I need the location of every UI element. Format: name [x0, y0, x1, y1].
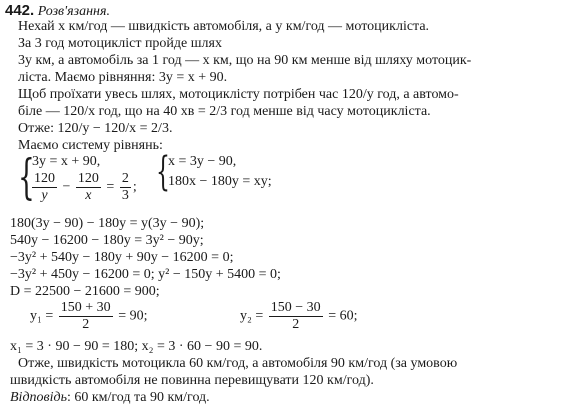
text-line-8: Маємо систему рівнянь: — [18, 138, 163, 153]
left-brace: { — [18, 149, 35, 205]
fraction-120-y: $\frac{120}{y}$ — [34, 171, 55, 203]
text-line-6: біле — 120/x год, що на 40 хв = 2/3 год менше від часу мотоцикліста. — [18, 104, 431, 119]
answer-text: : 60 км/год та 90 км/год. — [66, 390, 210, 405]
fraction-y2: $\frac{150 - 30}{2}$ — [270, 300, 321, 332]
fraction-2-3: $\frac{2}{3}$ — [121, 171, 129, 203]
system-left-eq1: 3y = x + 90, — [32, 154, 101, 169]
answer-line — [10, 389, 210, 406]
calc-line-3: −3y² + 540y − 180y + 90y − 16200 = 0; — [10, 250, 234, 265]
root-y1: y₁ = $\frac{150 + 30}{2}$ = 90; — [30, 300, 148, 332]
text-line-1: Нехай x км/год — швидкість автомобіля, а y км/год — мотоцикліста. — [18, 19, 430, 34]
text-line-3: 3y км, а автомобіль за 1 год — x км, що на 90 км менше від шляху мотоцик- — [18, 53, 472, 68]
fraction-y1: $\frac{150 + 30}{2}$ — [60, 300, 111, 332]
problem-number: 442. — [5, 2, 35, 19]
text-line-5: Щоб проїхати увесь шлях, мотоциклісту потрібен час 120/y год, а автомо- — [18, 87, 459, 102]
conclusion-line-1: Отже, швидкість мотоцикла 60 км/год, а автомобіля 90 км/год (за умовою — [18, 356, 458, 371]
calc-line-4: −3y² + 450y − 16200 = 0; y² − 150y + 5400 = 0; — [10, 267, 281, 282]
calc-line-5: D = 22500 − 21600 = 900; — [10, 284, 160, 299]
solution-label: Розв'язання. — [37, 4, 110, 19]
x-roots-line: x₁ = 3 · 90 − 90 = 180; x₂ = 3 · 60 − 90 = 90. — [10, 339, 263, 354]
answer-label: Відповідь — [10, 390, 67, 405]
fraction-120-x: $\frac{120}{x}$ — [77, 171, 99, 203]
equation-system — [18, 151, 378, 211]
text-line-4: ліста. Маємо рівняння: 3y = x + 90. — [18, 70, 228, 85]
system-right-eq2: 180x − 180y = xy; — [168, 174, 272, 189]
system-left-eq2: $\frac{120}{y}$ − $\frac{120}{x}$ = $\frac{2}{3}$ ; — [34, 171, 137, 203]
text-line-2: За 3 год мотоцикліст пройде шлях — [18, 36, 222, 51]
root-y2: y₂ = $\frac{150 - 30}{2}$ = 60; — [240, 300, 358, 332]
right-brace: { — [156, 149, 170, 195]
calc-line-1: 180(3y − 90) − 180y = y(3y − 90); — [10, 216, 205, 231]
text-line-7: Отже: 120/y − 120/x = 2/3. — [18, 121, 173, 136]
calc-line-2: 540y − 16200 − 180y = 3y² − 90y; — [10, 233, 204, 248]
system-right-eq1: x = 3y − 90, — [168, 154, 237, 169]
conclusion-line-2: швидкість автомобіля не повинна перевищувати 120 км/год). — [10, 373, 374, 388]
